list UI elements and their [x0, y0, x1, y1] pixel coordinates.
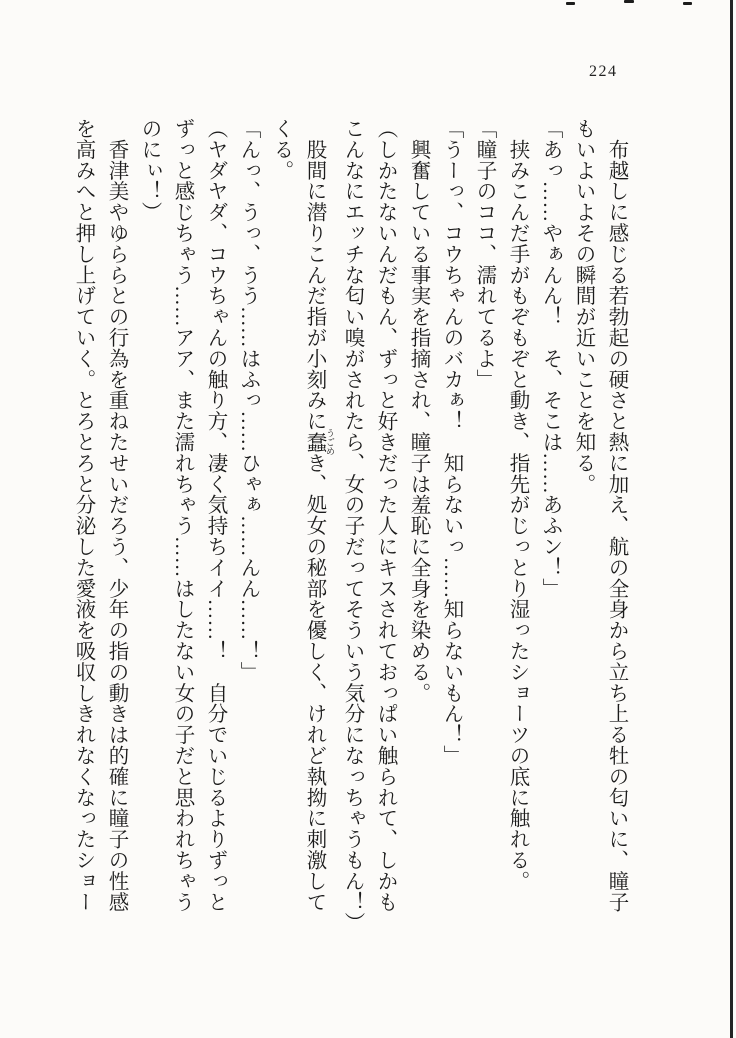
body-text [71, 118, 632, 948]
scan-artifact [566, 2, 575, 5]
text-column: 「瞳子のココ、濡れてるよ」 [473, 118, 495, 390]
scan-artifact [624, 0, 634, 3]
text-column-with-ruby [297, 118, 335, 948]
ruby-annotation [303, 428, 335, 456]
text-column: 「んっ、うっ、うう……はふっ……ひゃぁ……んん……！」 [237, 118, 259, 683]
page-number: 224 [589, 63, 618, 80]
page-edge-line [730, 0, 733, 1038]
text-run: 股間に潜りこんだ指が小刻みに [303, 118, 325, 432]
text-column: 「あっ……やぁんん！ そ、そこは……あふン！」 [539, 118, 561, 599]
text-column: のにぃ！） [138, 118, 160, 223]
text-column: 香津美やゆららとの行為を重ねたせいだろう、少年の指の動きは的確に瞳子の性感 [105, 118, 127, 913]
text-run: き、処女の秘部を優しく、けれど執拗に刺激して [303, 452, 325, 913]
text-column: 興奮している事実を指摘され、瞳子は羞恥に全身を染める。 [407, 118, 429, 704]
text-column: もいよいよその瞬間が近いことを知る。 [572, 118, 594, 495]
text-column: 「うーっ、コウちゃんのバカぁ！ 知らないっ……知らないもん！」 [440, 118, 462, 766]
ruby-text: うごめ [325, 428, 335, 456]
text-column: （ヤダヤダ、コウちゃんの触り方、凄く気持ちイイ……！ 自分でいじるよりずっと [204, 118, 226, 913]
scan-artifact [683, 2, 692, 5]
text-column: こんなにエッチな匂い嗅がされたら、女の子だってそういう気分になっちゃうもん！） [341, 118, 363, 934]
text-column: ずっと感じちゃう……アア、また濡れちゃう……はしたない女の子だと思われちゃう [171, 118, 193, 913]
text-column: （しかたないんだもん、ずっと好きだった人にキスされておっぱい触られて、しかも [374, 118, 396, 913]
text-column: を高みへと押し上げていく。とろとろと分泌した愛液を吸収しきれなくなったショー [72, 118, 94, 913]
ruby-base: 蠢 [303, 428, 325, 456]
text-column: 布越しに感じる若勃起の硬さと熱に加え、航の全身から立ち上る牡の匂いに、瞳子 [605, 118, 627, 913]
text-column: くる。 [270, 118, 292, 181]
text-column: 挟みこんだ手がもぞもぞと動き、指先がじっとり湿ったショーツの底に触れる。 [506, 118, 528, 892]
